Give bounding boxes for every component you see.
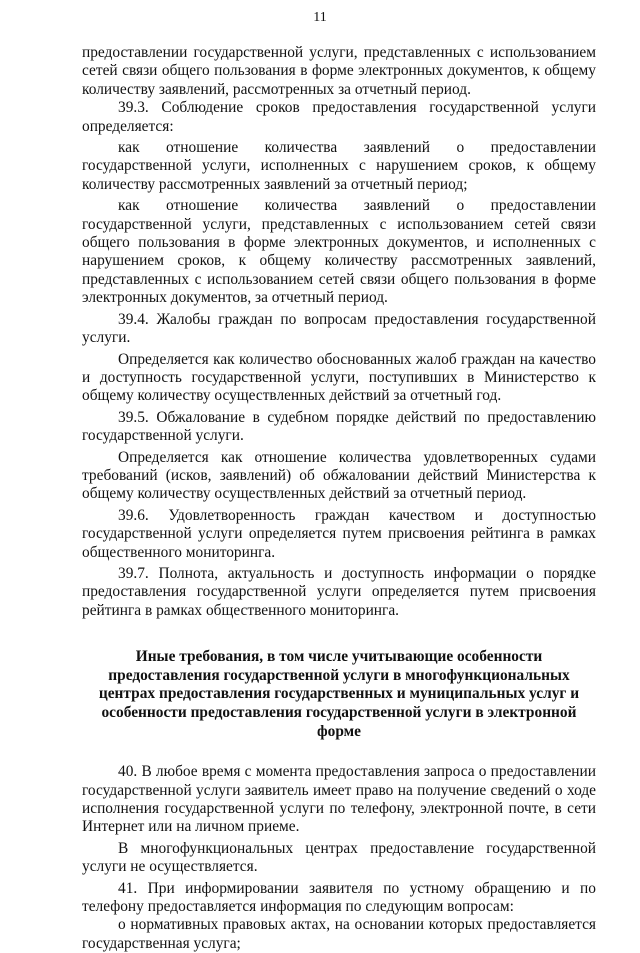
paragraph-40-mfc: В многофункциональных центрах предоставление государственной услуги не осуществляется. xyxy=(82,839,596,876)
paragraph-39-3: 39.3. Соблюдение сроков предоставления государственной услуги определяется: xyxy=(82,99,596,135)
paragraph-39-3-item-2: как отношение количества заявлений о предоставлении государственной услуги, представленных с использованием сетей связи общего пользования в форме электронных документов, и исполненных с нарушением сроков, к общему количеству рассмотренных заявлений, представленных с использованием сетей связи общего пользования в форме электронных документов, за отчетный период. xyxy=(82,197,596,307)
paragraph-40: 40. В любое время с момента предоставления запроса о предоставлении государственной услуги заявитель имеет право на получение сведений о ходе исполнения государственной услуги по телефону, электронной почте, в сети Интернет или на личном приеме. xyxy=(82,763,596,836)
paragraph-41-item-1: о нормативных правовых актах, на основании которых предоставляется государственная услуга; xyxy=(82,916,596,952)
section-heading: Иные требования, в том числе учитывающие особенности предоставления государственной услуги в многофункциональных центрах предоставления государственных и муниципальных услуг и особенности предоставления государственной услуги в электронной форме xyxy=(98,648,580,740)
document-body xyxy=(82,44,596,953)
paragraph-39-7: 39.7. Полнота, актуальность и доступность информации о порядке предоставления государственной услуги определяется путем присвоения рейтинга в рамках общественного мониторинга. xyxy=(82,564,596,619)
paragraph-39-5: 39.5. Обжалование в судебном порядке действий по предоставлению государственной услуги. xyxy=(82,408,596,445)
paragraph-39-6: 39.6. Удовлетворенность граждан качеством и доступностью государственной услуги определяется путем присвоения рейтинга в рамках общественного мониторинга. xyxy=(82,506,596,561)
paragraph-39-4-detail: Определяется как количество обоснованных жалоб граждан на качество и доступность государственной услуги, поступивших в Министерство к общему количеству осуществленных действий за отчетный год. xyxy=(82,350,596,405)
page-number: 11 xyxy=(313,10,327,25)
paragraph-39-3-item-1: как отношение количества заявлений о предоставлении государственной услуги, исполненных с нарушением сроков, к общему количеству рассмотренных заявлений за отчетный период; xyxy=(82,139,596,193)
paragraph-39-5-detail: Определяется как отношение количества удовлетворенных судами требований (исков, заявлений) об обжаловании действий Министерства к общему количеству осуществленных действий за отчетный период. xyxy=(82,448,596,503)
paragraph-41: 41. При информировании заявителя по устному обращению и по телефону предоставляется информация по следующим вопросам: xyxy=(82,879,596,915)
paragraph-continuation: предоставлении государственной услуги, представленных с использованием сетей связи общего пользования в форме электронных документов, к общему количеству заявлений, рассмотренных за отчетный период. xyxy=(82,44,596,98)
paragraph-39-4: 39.4. Жалобы граждан по вопросам предоставления государственной услуги. xyxy=(82,310,596,347)
